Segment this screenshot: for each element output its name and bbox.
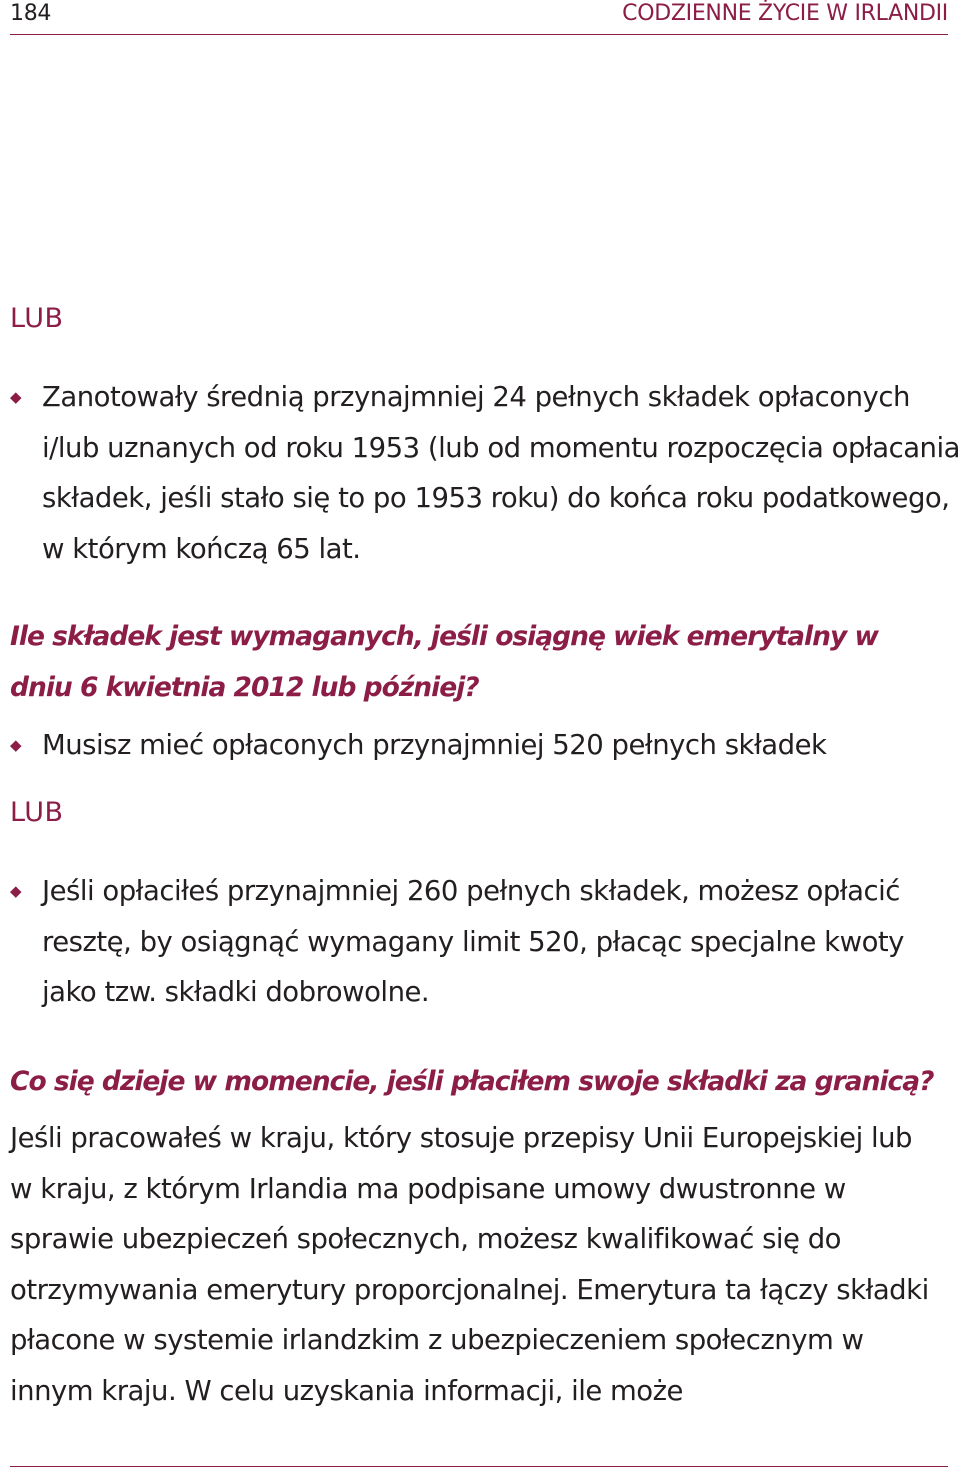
lub-label: LUB [10, 797, 64, 828]
list-item [10, 372, 960, 574]
diamond-bullet-icon: ◆ [10, 736, 22, 754]
page-number: 184 [10, 1, 52, 26]
diamond-bullet-icon: ◆ [10, 388, 22, 406]
page-header [10, 0, 948, 35]
list-item-text: Zanotowały średnią przynajmniej 24 pełnych składek opłaconych i/lub uznanych od roku 1953 (lub od momentu rozpoczęcia opłacania składek, jeśli stało się to po 1953 roku) do końca roku podatkowego, w którym kończą 65 lat. [42, 381, 960, 565]
list-item [10, 866, 960, 1018]
running-head: CODZIENNE ŻYCIE W IRLANDII [622, 1, 948, 26]
list-item-text: Musisz mieć opłaconych przynajmniej 520 pełnych składek [42, 729, 827, 761]
list-item [10, 720, 960, 771]
section-question: Ile składek jest wymaganych, jeśli osiągnę wiek emerytalny w dniu 6 kwietnia 2012 lub później? [10, 621, 878, 703]
lub-label: LUB [10, 303, 64, 334]
section-question: Co się dzieje w momencie, jeśli płaciłem swoje składki za granicą? [10, 1066, 934, 1097]
list-item-text: Jeśli opłaciłeś przynajmniej 260 pełnych składek, możesz opłacić resztę, by osiągnąć wymagany limit 520, płacąc specjalne kwoty jako tzw. składki dobrowolne. [42, 875, 904, 1008]
footer-divider [10, 1466, 948, 1467]
body-paragraph: Jeśli pracowałeś w kraju, który stosuje przepisy Unii Europejskiej lub w kraju, z którym Irlandia ma podpisane umowy dwustronne w sprawie ubezpieczeń społecznych, możesz kwalifikować się do otrzymywania emerytury proporcjonalnej. Emerytura ta łączy składki płacone w systemie irlandzkim z ubezpieczeniem społecznym w innym kraju. W celu uzyskania informacji, ile może [10, 1122, 929, 1407]
diamond-bullet-icon: ◆ [10, 882, 22, 900]
